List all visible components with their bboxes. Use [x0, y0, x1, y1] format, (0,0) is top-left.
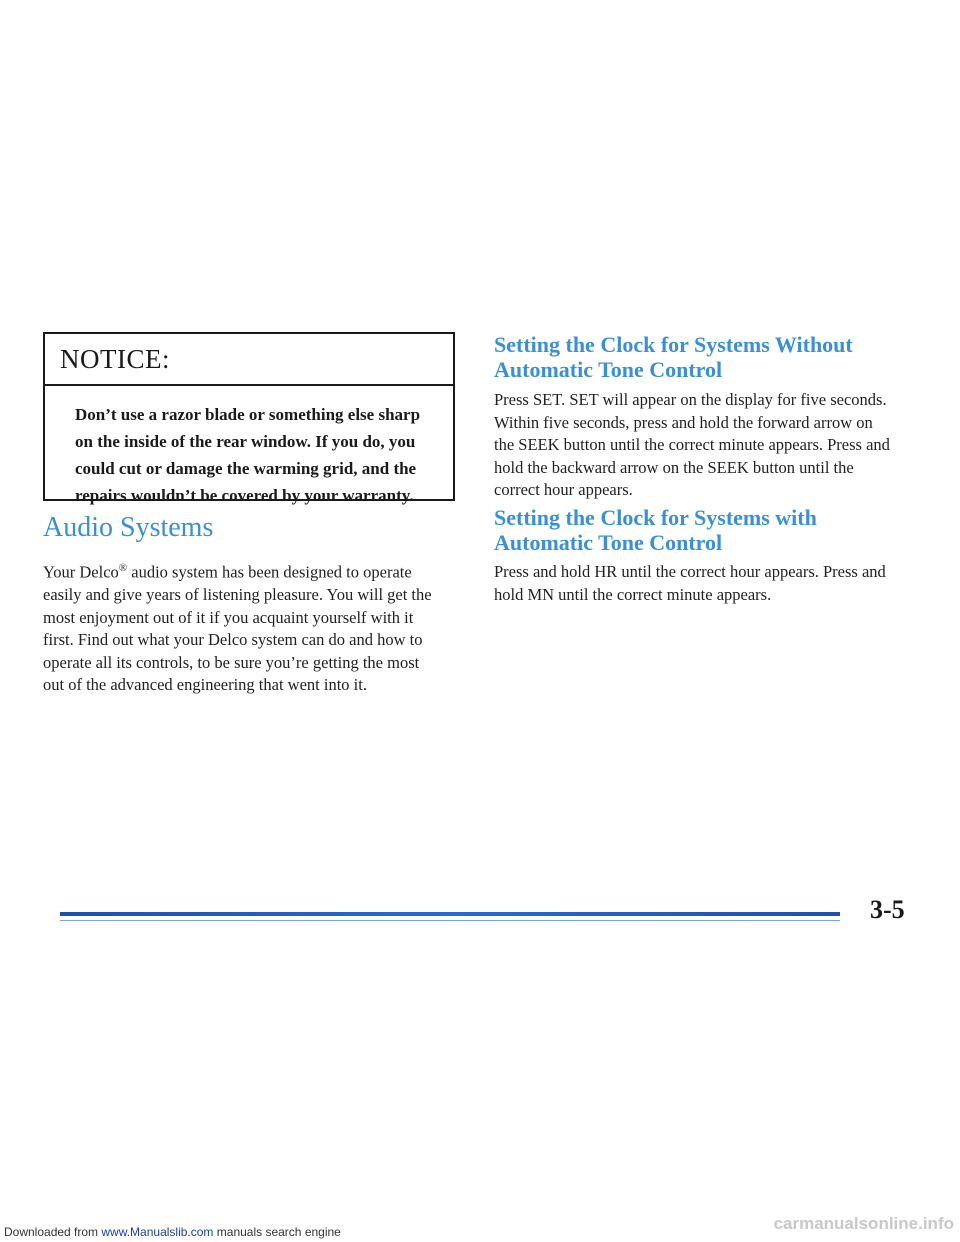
footer-rule: [60, 912, 840, 916]
manualslib-link[interactable]: www.Manualslib.com: [101, 1225, 214, 1239]
page-number: 3-5: [870, 895, 905, 924]
clock-without-heading: Setting the Clock for Systems Without Automatic Tone Control: [494, 332, 853, 382]
footer-prefix: Downloaded from: [4, 1225, 102, 1239]
audio-para-start: Your Delco: [43, 562, 119, 582]
clock-with-heading: Setting the Clock for Systems with Automatic Tone Control: [494, 505, 817, 555]
footer-suffix: manuals search engine: [213, 1225, 341, 1239]
download-footer: [4, 1225, 341, 1239]
audio-systems-heading: Audio Systems: [43, 512, 214, 543]
notice-box: [43, 332, 455, 505]
footer-rule-thin: [60, 920, 840, 921]
watermark-text: carmanualsonline.info: [773, 1214, 954, 1233]
clock-with-paragraph: Press and hold HR until the correct hour appears. Press and hold MN until the correct minute appears.: [494, 562, 886, 604]
audio-systems-paragraph: [43, 557, 443, 697]
clock-without-paragraph: Press SET. SET will appear on the display for five seconds. Within five seconds, press and hold the forward arrow on the SEEK button until the correct minute appears. Press and hold the backward arrow on the SEEK button until the correct hour appears.: [494, 390, 890, 499]
audio-para-rest: audio system has been designed to operate easily and give years of listening pleasure. You will get the most enjoyment out of it if you acquaint yourself with it first. Find out what your Delco system can do and how to operate all its controls, to be sure you’re getting the most out of the advanced engineering that went into it.: [43, 562, 432, 694]
notice-body: Don’t use a razor blade or something else sharp on the inside of the rear window. If you do, you could cut or damage the warming grid, and the repairs wouldn’t be covered by your warranty.: [75, 405, 421, 505]
registered-mark: ®: [118, 562, 128, 574]
notice-title: NOTICE:: [60, 343, 170, 374]
notice-header: [45, 334, 453, 386]
